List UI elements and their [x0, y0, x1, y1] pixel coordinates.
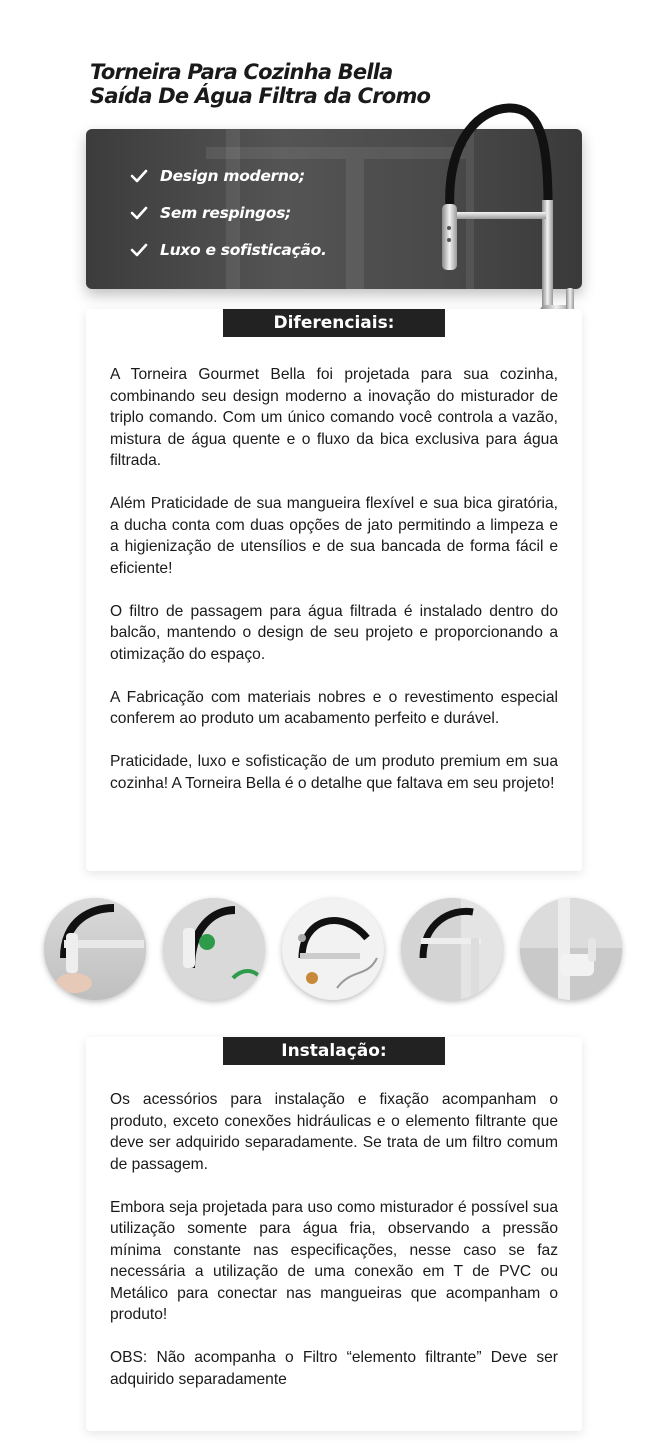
paragraph: A Fabricação com materiais nobres e o revestimento especial conferem ao produto um acabamento perfeito e durável. [110, 688, 558, 727]
instalacao-heading: Instalação: [223, 1037, 445, 1065]
feature-label: Sem respingos; [160, 203, 292, 222]
diferenciais-body [110, 364, 558, 816]
feature-label: Luxo e sofisticação. [160, 240, 327, 259]
feature-label: Design moderno; [160, 166, 305, 185]
feature-list [130, 157, 327, 268]
thumbnail-spray-head [44, 898, 146, 1000]
paragraph: Embora seja projetada para uso como misturador é possível sua utilização somente para água fria, observando a pressão mínima constante nas especificações, nesse caso se faz necessária a utilização de uma conexão em T de PVC ou Metálico para conectar nas mangueiras que acompanham o produto! [110, 1198, 558, 1323]
feature-item [130, 231, 327, 268]
check-icon [130, 206, 148, 220]
paragraph: O filtro de passagem para água filtrada é instalado dentro do balcão, mantendo o design de seu projeto e proporcionando a otimização do espaço. [110, 602, 558, 663]
instalacao-body [110, 1089, 558, 1390]
product-title-line-1: Torneira Para Cozinha Bella [90, 60, 393, 84]
diferenciais-card [86, 309, 582, 871]
diferenciais-heading: Diferenciais: [223, 309, 445, 337]
check-icon [130, 169, 148, 183]
paragraph: Praticidade, luxo e sofisticação de um produto premium em sua cozinha! A Torneira Bella é o detalhe que faltava em seu projeto! [110, 753, 558, 792]
paragraph: A Torneira Gourmet Bella foi projetada para sua cozinha, combinando seu design moderno a inovação do misturador de triplo comando. Com um único comando você controla a vazão, mistura de água quente e o fluxo da bica exclusiva para água filtrada. [110, 366, 558, 469]
thumbnail-jet-options [163, 898, 265, 1000]
product-title-line-2: Saída De Água Filtra da Cromo [90, 84, 431, 108]
paragraph: Os acessórios para instalação e fixação acompanham o produto, exceto conexões hidráulicas e o elemento filtrante que deve ser adquirido separadamente. Se trata de um filtro comum de passagem. [110, 1091, 558, 1173]
feature-item [130, 194, 327, 231]
check-icon [130, 243, 148, 257]
paragraph: Além Praticidade de sua mangueira flexível e sua bica giratória, a ducha conta com duas opções de jato permitindo a limpeza e a higienização de utensílios e de sua bancada de forma fácil e eficiente! [110, 495, 558, 577]
instalacao-card [86, 1037, 582, 1431]
thumbnail-tall-spout [401, 898, 503, 1000]
product-thumbnails [44, 898, 624, 1002]
feature-item [130, 157, 327, 194]
paragraph: OBS: Não acompanha o Filtro “elemento filtrante” Deve ser adquirido separadamente [110, 1349, 558, 1388]
thumbnail-lever [520, 898, 622, 1000]
thumbnail-accessories [282, 898, 384, 1000]
